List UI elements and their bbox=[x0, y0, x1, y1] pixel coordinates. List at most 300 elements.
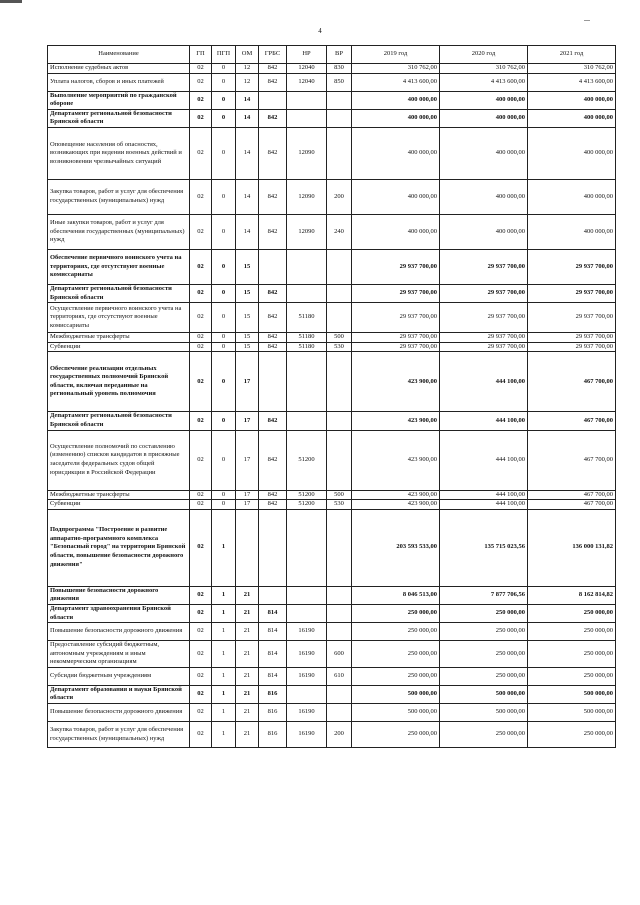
table-row bbox=[48, 249, 616, 284]
row-nr-cell: 16190 bbox=[287, 667, 327, 685]
row-vr-cell bbox=[327, 109, 352, 127]
row-2021-cell: 500 000,00 bbox=[528, 685, 616, 703]
row-pgp-cell: 1 bbox=[212, 604, 236, 622]
row-vr-cell bbox=[327, 704, 352, 722]
row-nr-cell: 12090 bbox=[287, 179, 327, 214]
row-2019-cell: 250 000,00 bbox=[352, 641, 440, 668]
column-header-pgp: ПГП bbox=[212, 46, 236, 64]
row-2019-cell: 250 000,00 bbox=[352, 623, 440, 641]
row-pgp-cell: 1 bbox=[212, 641, 236, 668]
row-nr-cell: 16190 bbox=[287, 722, 327, 748]
table-row bbox=[48, 342, 616, 352]
row-2019-cell: 250 000,00 bbox=[352, 667, 440, 685]
row-2019-cell: 400 000,00 bbox=[352, 214, 440, 249]
row-2021-cell: 467 700,00 bbox=[528, 412, 616, 430]
row-name-cell: Иные закупки товаров, работ и услуг для обеспечения государственных (муниципальных) нужд bbox=[48, 214, 190, 249]
row-name-cell: Департамент региональной безопасности Брянской области bbox=[48, 284, 190, 302]
row-om-cell: 14 bbox=[236, 91, 259, 109]
row-vr-cell: 240 bbox=[327, 214, 352, 249]
table-row bbox=[48, 284, 616, 302]
row-2020-cell: 400 000,00 bbox=[440, 109, 528, 127]
row-name-cell: Субвенции bbox=[48, 500, 190, 510]
row-om-cell: 14 bbox=[236, 127, 259, 179]
column-header-2019: 2019 год bbox=[352, 46, 440, 64]
row-om-cell: 21 bbox=[236, 586, 259, 604]
table-row bbox=[48, 64, 616, 74]
row-grbs-cell: 842 bbox=[259, 127, 287, 179]
row-gp-cell: 02 bbox=[190, 722, 212, 748]
row-nr-cell bbox=[287, 685, 327, 703]
row-gp-cell: 02 bbox=[190, 490, 212, 500]
column-header-nr: НР bbox=[287, 46, 327, 64]
row-vr-cell bbox=[327, 352, 352, 412]
row-nr-cell: 51200 bbox=[287, 490, 327, 500]
table-row bbox=[48, 303, 616, 333]
row-vr-cell: 850 bbox=[327, 73, 352, 91]
row-nr-cell bbox=[287, 352, 327, 412]
row-2020-cell: 400 000,00 bbox=[440, 214, 528, 249]
row-2020-cell: 250 000,00 bbox=[440, 722, 528, 748]
row-2019-cell: 8 046 513,00 bbox=[352, 586, 440, 604]
row-vr-cell bbox=[327, 509, 352, 586]
row-grbs-cell: 842 bbox=[259, 303, 287, 333]
row-nr-cell bbox=[287, 284, 327, 302]
row-2021-cell: 250 000,00 bbox=[528, 604, 616, 622]
row-name-cell: Осуществление первичного воинского учета на территориях, где отсутствуют военные комиссариаты bbox=[48, 303, 190, 333]
row-name-cell: Повышение безопасности дорожного движения bbox=[48, 586, 190, 604]
row-grbs-cell bbox=[259, 352, 287, 412]
row-2021-cell: 250 000,00 bbox=[528, 641, 616, 668]
row-pgp-cell: 0 bbox=[212, 303, 236, 333]
row-name-cell: Предоставление субсидий бюджетным, автономным учреждениям и иным некоммерческим организациям bbox=[48, 641, 190, 668]
row-2020-cell: 400 000,00 bbox=[440, 91, 528, 109]
row-vr-cell: 530 bbox=[327, 500, 352, 510]
table-row bbox=[48, 667, 616, 685]
row-2020-cell: 29 937 700,00 bbox=[440, 333, 528, 343]
table-row bbox=[48, 509, 616, 586]
row-gp-cell: 02 bbox=[190, 284, 212, 302]
table-row bbox=[48, 214, 616, 249]
table-body bbox=[48, 64, 616, 748]
row-2020-cell: 400 000,00 bbox=[440, 179, 528, 214]
row-grbs-cell: 842 bbox=[259, 342, 287, 352]
row-2019-cell: 29 937 700,00 bbox=[352, 303, 440, 333]
row-name-cell: Департамент региональной безопасности Брянской области bbox=[48, 412, 190, 430]
row-2019-cell: 423 900,00 bbox=[352, 500, 440, 510]
budget-table bbox=[47, 45, 616, 748]
row-nr-cell: 51180 bbox=[287, 342, 327, 352]
table-row bbox=[48, 604, 616, 622]
table-row bbox=[48, 641, 616, 668]
column-header-grbs: ГРБС bbox=[259, 46, 287, 64]
row-grbs-cell: 842 bbox=[259, 490, 287, 500]
row-gp-cell: 02 bbox=[190, 604, 212, 622]
row-grbs-cell bbox=[259, 91, 287, 109]
row-name-cell: Обеспечение реализации отдельных государственных полномочий Брянской области, включая переданные на региональный уровень полномочия bbox=[48, 352, 190, 412]
row-2019-cell: 400 000,00 bbox=[352, 127, 440, 179]
row-nr-cell: 16190 bbox=[287, 623, 327, 641]
row-2021-cell: 467 700,00 bbox=[528, 352, 616, 412]
row-nr-cell bbox=[287, 604, 327, 622]
row-om-cell: 15 bbox=[236, 342, 259, 352]
row-vr-cell bbox=[327, 586, 352, 604]
row-2020-cell: 29 937 700,00 bbox=[440, 303, 528, 333]
row-grbs-cell: 842 bbox=[259, 333, 287, 343]
row-2020-cell: 29 937 700,00 bbox=[440, 249, 528, 284]
row-2021-cell: 29 937 700,00 bbox=[528, 342, 616, 352]
row-name-cell: Субвенции bbox=[48, 342, 190, 352]
column-header-om: ОМ bbox=[236, 46, 259, 64]
row-vr-cell: 830 bbox=[327, 64, 352, 74]
row-vr-cell bbox=[327, 284, 352, 302]
row-pgp-cell: 1 bbox=[212, 704, 236, 722]
scan-dash-mark bbox=[584, 20, 590, 21]
row-vr-cell bbox=[327, 604, 352, 622]
row-nr-cell bbox=[287, 509, 327, 586]
row-grbs-cell: 816 bbox=[259, 685, 287, 703]
row-2019-cell: 400 000,00 bbox=[352, 179, 440, 214]
row-2019-cell: 250 000,00 bbox=[352, 604, 440, 622]
row-om-cell: 15 bbox=[236, 284, 259, 302]
table-row bbox=[48, 500, 616, 510]
row-pgp-cell: 0 bbox=[212, 127, 236, 179]
row-om-cell: 14 bbox=[236, 179, 259, 214]
row-vr-cell: 530 bbox=[327, 342, 352, 352]
row-2021-cell: 310 762,00 bbox=[528, 64, 616, 74]
table-row bbox=[48, 412, 616, 430]
row-om-cell: 21 bbox=[236, 685, 259, 703]
row-pgp-cell: 0 bbox=[212, 333, 236, 343]
row-grbs-cell: 842 bbox=[259, 64, 287, 74]
row-pgp-cell: 0 bbox=[212, 500, 236, 510]
row-om-cell: 12 bbox=[236, 73, 259, 91]
row-2019-cell: 423 900,00 bbox=[352, 490, 440, 500]
row-2021-cell: 136 000 131,82 bbox=[528, 509, 616, 586]
row-name-cell: Обеспечение первичного воинского учета на территориях, где отсутствуют военные комиссариаты bbox=[48, 249, 190, 284]
row-2021-cell: 250 000,00 bbox=[528, 722, 616, 748]
row-name-cell: Исполнение судебных актов bbox=[48, 64, 190, 74]
row-2019-cell: 423 900,00 bbox=[352, 412, 440, 430]
row-pgp-cell: 0 bbox=[212, 249, 236, 284]
row-2020-cell: 500 000,00 bbox=[440, 685, 528, 703]
row-grbs-cell: 814 bbox=[259, 641, 287, 668]
row-name-cell: Осуществление полномочий по составлению (изменению) списков кандидатов в присяжные заседатели федеральных судов общей юрисдикции в Российской Федерации bbox=[48, 430, 190, 490]
row-vr-cell bbox=[327, 127, 352, 179]
row-grbs-cell bbox=[259, 586, 287, 604]
row-2020-cell: 250 000,00 bbox=[440, 641, 528, 668]
row-om-cell: 17 bbox=[236, 500, 259, 510]
row-grbs-cell: 842 bbox=[259, 109, 287, 127]
row-nr-cell: 12040 bbox=[287, 64, 327, 74]
row-grbs-cell: 814 bbox=[259, 604, 287, 622]
row-om-cell: 21 bbox=[236, 641, 259, 668]
row-om-cell: 17 bbox=[236, 490, 259, 500]
table-row bbox=[48, 722, 616, 748]
row-2021-cell: 500 000,00 bbox=[528, 704, 616, 722]
row-vr-cell: 200 bbox=[327, 179, 352, 214]
row-gp-cell: 02 bbox=[190, 127, 212, 179]
row-pgp-cell: 0 bbox=[212, 430, 236, 490]
row-grbs-cell: 842 bbox=[259, 412, 287, 430]
row-2020-cell: 250 000,00 bbox=[440, 667, 528, 685]
row-gp-cell: 02 bbox=[190, 179, 212, 214]
row-gp-cell: 02 bbox=[190, 303, 212, 333]
row-2019-cell: 310 762,00 bbox=[352, 64, 440, 74]
row-nr-cell: 51200 bbox=[287, 430, 327, 490]
row-2020-cell: 444 100,00 bbox=[440, 500, 528, 510]
table-row bbox=[48, 91, 616, 109]
row-gp-cell: 02 bbox=[190, 641, 212, 668]
row-2021-cell: 400 000,00 bbox=[528, 109, 616, 127]
table-row bbox=[48, 352, 616, 412]
row-pgp-cell: 0 bbox=[212, 490, 236, 500]
row-nr-cell: 12090 bbox=[287, 127, 327, 179]
column-header-2020: 2020 год bbox=[440, 46, 528, 64]
row-gp-cell: 02 bbox=[190, 73, 212, 91]
row-vr-cell bbox=[327, 91, 352, 109]
row-2020-cell: 4 413 600,00 bbox=[440, 73, 528, 91]
row-2020-cell: 310 762,00 bbox=[440, 64, 528, 74]
row-gp-cell: 02 bbox=[190, 667, 212, 685]
row-2021-cell: 29 937 700,00 bbox=[528, 333, 616, 343]
row-om-cell: 17 bbox=[236, 352, 259, 412]
row-nr-cell bbox=[287, 91, 327, 109]
row-nr-cell bbox=[287, 586, 327, 604]
row-pgp-cell: 1 bbox=[212, 685, 236, 703]
row-2021-cell: 8 162 814,82 bbox=[528, 586, 616, 604]
row-2021-cell: 467 700,00 bbox=[528, 430, 616, 490]
row-nr-cell bbox=[287, 412, 327, 430]
row-grbs-cell: 842 bbox=[259, 179, 287, 214]
row-om-cell: 17 bbox=[236, 430, 259, 490]
row-vr-cell: 610 bbox=[327, 667, 352, 685]
row-2020-cell: 444 100,00 bbox=[440, 490, 528, 500]
row-pgp-cell: 0 bbox=[212, 284, 236, 302]
row-pgp-cell: 1 bbox=[212, 623, 236, 641]
row-2020-cell: 29 937 700,00 bbox=[440, 284, 528, 302]
row-name-cell: Повышение безопасности дорожного движения bbox=[48, 704, 190, 722]
row-2019-cell: 29 937 700,00 bbox=[352, 333, 440, 343]
row-om-cell: 15 bbox=[236, 333, 259, 343]
row-2021-cell: 400 000,00 bbox=[528, 91, 616, 109]
row-gp-cell: 02 bbox=[190, 623, 212, 641]
row-name-cell: Департамент образования и науки Брянской области bbox=[48, 685, 190, 703]
row-2021-cell: 400 000,00 bbox=[528, 214, 616, 249]
row-grbs-cell: 842 bbox=[259, 73, 287, 91]
row-om-cell: 12 bbox=[236, 64, 259, 74]
row-gp-cell: 02 bbox=[190, 333, 212, 343]
table-row bbox=[48, 430, 616, 490]
row-gp-cell: 02 bbox=[190, 430, 212, 490]
row-name-cell: Выполнение мероприятий по гражданской обороне bbox=[48, 91, 190, 109]
row-vr-cell bbox=[327, 685, 352, 703]
row-name-cell: Закупка товаров, работ и услуг для обеспечения государственных (муниципальных) нужд bbox=[48, 722, 190, 748]
column-header-gp: ГП bbox=[190, 46, 212, 64]
row-2021-cell: 29 937 700,00 bbox=[528, 249, 616, 284]
row-om-cell: 21 bbox=[236, 722, 259, 748]
row-nr-cell bbox=[287, 249, 327, 284]
column-header-name: Наименование bbox=[48, 46, 190, 64]
row-nr-cell: 51180 bbox=[287, 303, 327, 333]
row-2020-cell: 444 100,00 bbox=[440, 430, 528, 490]
row-2021-cell: 467 700,00 bbox=[528, 490, 616, 500]
row-2020-cell: 444 100,00 bbox=[440, 352, 528, 412]
row-nr-cell: 12090 bbox=[287, 214, 327, 249]
row-om-cell: 21 bbox=[236, 704, 259, 722]
row-2021-cell: 4 413 600,00 bbox=[528, 73, 616, 91]
row-vr-cell: 500 bbox=[327, 490, 352, 500]
table-row bbox=[48, 109, 616, 127]
row-grbs-cell: 814 bbox=[259, 667, 287, 685]
row-grbs-cell bbox=[259, 249, 287, 284]
row-grbs-cell: 842 bbox=[259, 500, 287, 510]
row-2019-cell: 250 000,00 bbox=[352, 722, 440, 748]
row-gp-cell: 02 bbox=[190, 586, 212, 604]
row-name-cell: Оповещение населения об опасностях, возникающих при ведении военных действий и возникновении чрезвычайных ситуаций bbox=[48, 127, 190, 179]
row-om-cell: 14 bbox=[236, 214, 259, 249]
row-gp-cell: 02 bbox=[190, 509, 212, 586]
row-gp-cell: 02 bbox=[190, 342, 212, 352]
table-row bbox=[48, 623, 616, 641]
row-2019-cell: 203 593 533,00 bbox=[352, 509, 440, 586]
row-pgp-cell: 0 bbox=[212, 214, 236, 249]
row-2019-cell: 400 000,00 bbox=[352, 91, 440, 109]
table-row bbox=[48, 127, 616, 179]
row-om-cell: 21 bbox=[236, 604, 259, 622]
row-om-cell: 14 bbox=[236, 109, 259, 127]
row-grbs-cell: 842 bbox=[259, 284, 287, 302]
row-gp-cell: 02 bbox=[190, 249, 212, 284]
row-pgp-cell: 0 bbox=[212, 73, 236, 91]
row-pgp-cell: 0 bbox=[212, 179, 236, 214]
row-2019-cell: 400 000,00 bbox=[352, 109, 440, 127]
row-pgp-cell: 0 bbox=[212, 109, 236, 127]
row-gp-cell: 02 bbox=[190, 64, 212, 74]
row-grbs-cell: 816 bbox=[259, 704, 287, 722]
row-pgp-cell: 0 bbox=[212, 91, 236, 109]
table-row bbox=[48, 490, 616, 500]
row-vr-cell bbox=[327, 623, 352, 641]
row-2021-cell: 250 000,00 bbox=[528, 623, 616, 641]
row-pgp-cell: 0 bbox=[212, 342, 236, 352]
row-gp-cell: 02 bbox=[190, 704, 212, 722]
row-2021-cell: 29 937 700,00 bbox=[528, 303, 616, 333]
row-name-cell: Подпрограмма "Построение и развитие аппаратно-программного комплекса "Безопасный город" на территории Брянской области, повышение безопасности дорожного движения" bbox=[48, 509, 190, 586]
row-2019-cell: 29 937 700,00 bbox=[352, 342, 440, 352]
row-name-cell: Департамент региональной безопасности Брянской области bbox=[48, 109, 190, 127]
row-2020-cell: 250 000,00 bbox=[440, 623, 528, 641]
row-name-cell: Межбюджетные трансферты bbox=[48, 490, 190, 500]
row-2019-cell: 29 937 700,00 bbox=[352, 284, 440, 302]
row-nr-cell bbox=[287, 109, 327, 127]
row-grbs-cell: 814 bbox=[259, 623, 287, 641]
row-nr-cell: 51180 bbox=[287, 333, 327, 343]
row-pgp-cell: 0 bbox=[212, 64, 236, 74]
row-grbs-cell bbox=[259, 509, 287, 586]
row-2020-cell: 444 100,00 bbox=[440, 412, 528, 430]
row-2019-cell: 4 413 600,00 bbox=[352, 73, 440, 91]
row-om-cell: 15 bbox=[236, 249, 259, 284]
table-row bbox=[48, 179, 616, 214]
scan-edge-mark bbox=[0, 0, 22, 3]
table-row bbox=[48, 333, 616, 343]
row-vr-cell bbox=[327, 430, 352, 490]
row-nr-cell: 16190 bbox=[287, 641, 327, 668]
table-header-row bbox=[48, 46, 616, 64]
column-header-2021: 2021 год bbox=[528, 46, 616, 64]
row-gp-cell: 02 bbox=[190, 412, 212, 430]
row-name-cell: Повышение безопасности дорожного движения bbox=[48, 623, 190, 641]
row-2020-cell: 400 000,00 bbox=[440, 127, 528, 179]
row-om-cell: 21 bbox=[236, 623, 259, 641]
row-gp-cell: 02 bbox=[190, 352, 212, 412]
row-2021-cell: 400 000,00 bbox=[528, 127, 616, 179]
row-vr-cell: 200 bbox=[327, 722, 352, 748]
row-2019-cell: 29 937 700,00 bbox=[352, 249, 440, 284]
row-grbs-cell: 816 bbox=[259, 722, 287, 748]
row-pgp-cell: 1 bbox=[212, 586, 236, 604]
row-om-cell: 21 bbox=[236, 667, 259, 685]
row-gp-cell: 02 bbox=[190, 109, 212, 127]
row-name-cell: Закупка товаров, работ и услуг для обеспечения государственных (муниципальных) нужд bbox=[48, 179, 190, 214]
row-vr-cell bbox=[327, 249, 352, 284]
row-vr-cell: 600 bbox=[327, 641, 352, 668]
row-2021-cell: 467 700,00 bbox=[528, 500, 616, 510]
table-row bbox=[48, 704, 616, 722]
row-gp-cell: 02 bbox=[190, 91, 212, 109]
row-grbs-cell: 842 bbox=[259, 430, 287, 490]
row-vr-cell bbox=[327, 412, 352, 430]
row-2019-cell: 423 900,00 bbox=[352, 430, 440, 490]
column-header-vr: ВР bbox=[327, 46, 352, 64]
row-om-cell: 15 bbox=[236, 303, 259, 333]
row-2019-cell: 500 000,00 bbox=[352, 704, 440, 722]
row-2021-cell: 250 000,00 bbox=[528, 667, 616, 685]
row-nr-cell: 51200 bbox=[287, 500, 327, 510]
table-row bbox=[48, 586, 616, 604]
table-row bbox=[48, 685, 616, 703]
row-2020-cell: 29 937 700,00 bbox=[440, 342, 528, 352]
row-nr-cell: 12040 bbox=[287, 73, 327, 91]
row-pgp-cell: 1 bbox=[212, 667, 236, 685]
row-gp-cell: 02 bbox=[190, 685, 212, 703]
row-2019-cell: 423 900,00 bbox=[352, 352, 440, 412]
page-number: 4 bbox=[318, 27, 322, 35]
row-2020-cell: 500 000,00 bbox=[440, 704, 528, 722]
row-name-cell: Департамент здравоохранения Брянской области bbox=[48, 604, 190, 622]
row-gp-cell: 02 bbox=[190, 500, 212, 510]
row-vr-cell bbox=[327, 303, 352, 333]
row-vr-cell: 500 bbox=[327, 333, 352, 343]
row-2020-cell: 250 000,00 bbox=[440, 604, 528, 622]
row-pgp-cell: 0 bbox=[212, 352, 236, 412]
row-pgp-cell: 1 bbox=[212, 722, 236, 748]
row-pgp-cell: 0 bbox=[212, 412, 236, 430]
row-name-cell: Субсидии бюджетным учреждениям bbox=[48, 667, 190, 685]
row-name-cell: Межбюджетные трансферты bbox=[48, 333, 190, 343]
row-om-cell: 17 bbox=[236, 412, 259, 430]
row-2021-cell: 29 937 700,00 bbox=[528, 284, 616, 302]
row-gp-cell: 02 bbox=[190, 214, 212, 249]
row-2020-cell: 135 715 023,56 bbox=[440, 509, 528, 586]
row-pgp-cell: 1 bbox=[212, 509, 236, 586]
row-2019-cell: 500 000,00 bbox=[352, 685, 440, 703]
row-grbs-cell: 842 bbox=[259, 214, 287, 249]
row-2021-cell: 400 000,00 bbox=[528, 179, 616, 214]
row-name-cell: Уплата налогов, сборов и иных платежей bbox=[48, 73, 190, 91]
table-row bbox=[48, 73, 616, 91]
row-om-cell bbox=[236, 509, 259, 586]
